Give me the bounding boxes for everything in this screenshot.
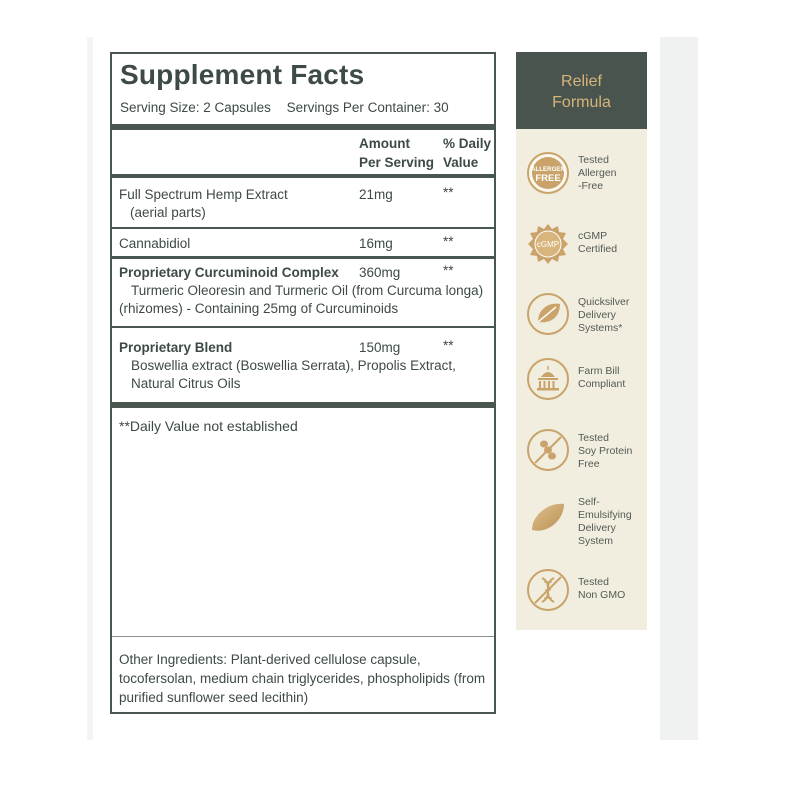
row-hemp-extract-name: Full Spectrum Hemp Extract xyxy=(119,187,288,202)
row-curcuminoid-dv: ** xyxy=(443,263,454,278)
row-curcuminoid-sub1: Turmeric Oleoresin and Turmeric Oil (from Curcuma longa) xyxy=(131,283,484,298)
row-hemp-extract-sub: (aerial parts) xyxy=(130,205,206,220)
no-soy-icon xyxy=(526,428,570,472)
row-proprietary-blend-name: Proprietary Blend xyxy=(119,340,233,355)
facts-title: Supplement Facts xyxy=(120,59,365,90)
left-margin-strip xyxy=(87,37,93,740)
row-divider xyxy=(112,227,494,229)
row-proprietary-blend-dv: ** xyxy=(443,338,454,353)
badge-label: Farm Bill Compliant xyxy=(578,365,626,390)
badge-label: Tested Allergen -Free xyxy=(578,154,617,192)
capitol-building-icon xyxy=(526,357,570,401)
row-hemp-extract-dv: ** xyxy=(443,185,454,200)
badge-self-emulsifying xyxy=(526,496,647,556)
badge-soy-free xyxy=(526,428,647,478)
row-curcuminoid-amount: 360mg xyxy=(359,265,401,280)
serving-info xyxy=(120,100,449,115)
badge-cgmp xyxy=(526,222,647,272)
row-divider xyxy=(112,326,494,328)
amount-column-header: Amount Per Serving xyxy=(359,136,435,170)
badge-label: Quicksilver Delivery Systems* xyxy=(578,296,630,334)
row-cannabidiol-amount: 16mg xyxy=(359,236,393,251)
row-proprietary-blend-sub2: Natural Citrus Oils xyxy=(131,376,241,391)
relief-formula-header: Relief Formula xyxy=(516,52,647,129)
leaf-icon xyxy=(526,292,570,336)
right-margin-strip xyxy=(660,37,698,740)
supplement-facts-panel xyxy=(110,52,496,714)
badge-allergen-free xyxy=(526,151,647,201)
cgmp-seal-icon xyxy=(526,222,570,266)
feature-badges-panel xyxy=(516,52,647,630)
row-proprietary-blend-amount: 150mg xyxy=(359,340,401,355)
servings-per-container: Servings Per Container: 30 xyxy=(286,100,449,115)
badge-label: Self- Emulsifying Delivery System xyxy=(578,496,632,547)
row-cannabidiol-dv: ** xyxy=(443,234,454,249)
thick-rule xyxy=(112,124,494,130)
daily-value-column-header: % Daily Value xyxy=(443,136,492,170)
badge-label: Tested Soy Protein Free xyxy=(578,432,633,470)
serving-size: Serving Size: 2 Capsules xyxy=(120,100,271,115)
badge-label: cGMP Certified xyxy=(578,230,618,255)
row-divider xyxy=(112,256,494,259)
thick-rule xyxy=(112,402,494,408)
row-curcuminoid-sub2: (rhizomes) - Containing 25mg of Curcuminoids xyxy=(119,301,399,316)
badge-non-gmo xyxy=(526,568,647,618)
daily-value-footnote: **Daily Value not established xyxy=(119,418,298,434)
allergen-icon-text1: ALLERGEN xyxy=(530,166,566,173)
other-ingredients-divider xyxy=(112,636,494,637)
header-rule xyxy=(112,174,494,178)
row-cannabidiol-name: Cannabidiol xyxy=(119,236,191,251)
badge-quicksilver-delivery xyxy=(526,292,647,342)
allergen-free-icon xyxy=(526,151,570,195)
gel-drop-icon xyxy=(526,496,570,540)
allergen-icon-text2: FREE xyxy=(535,173,561,184)
other-ingredients: Other Ingredients: Plant-derived cellulose capsule, tocofersolan, medium chain triglycerides, phospholipids (from purified sunflower seed lecithin) xyxy=(119,652,486,705)
badge-label: Tested Non GMO xyxy=(578,576,626,601)
cgmp-icon-text: cGMP xyxy=(536,240,560,249)
badge-farm-bill xyxy=(526,357,647,407)
row-proprietary-blend-sub1: Boswellia extract (Boswellia Serrata), Propolis Extract, xyxy=(131,358,456,373)
no-gmo-dna-icon xyxy=(526,568,570,612)
row-curcuminoid-name: Proprietary Curcuminoid Complex xyxy=(119,265,339,280)
row-hemp-extract-amount: 21mg xyxy=(359,187,393,202)
